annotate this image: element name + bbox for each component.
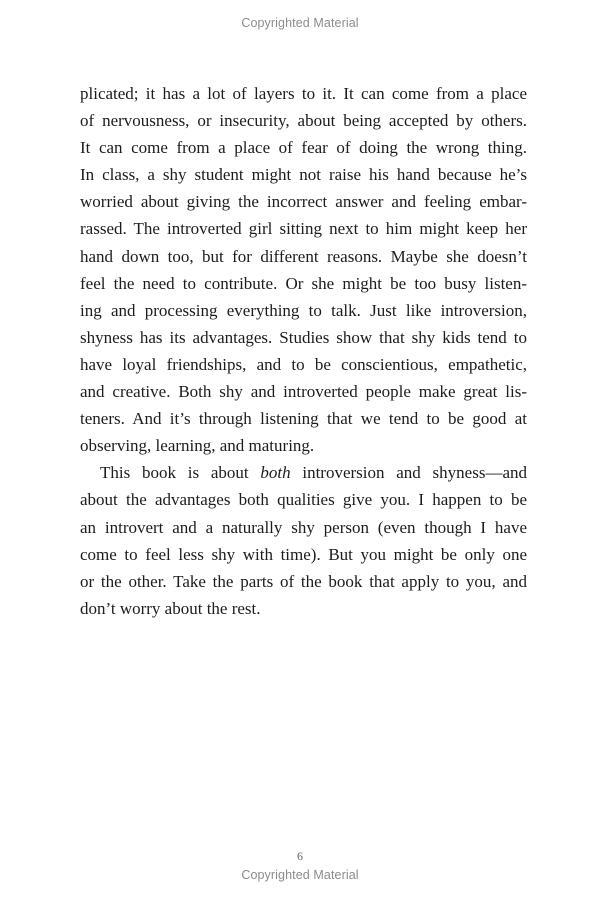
text-line: teners. And it’s through listening that we tend to be good at (80, 409, 527, 429)
text-line: observing, learning, and maturing. (80, 436, 315, 456)
text-line: plicated; it has a lot of layers to it. It can come from a place (80, 84, 527, 103)
copyright-watermark-bottom: Copyrighted Material (241, 868, 359, 882)
text-line: In class, a shy student might not raise his hand because he’s (80, 165, 527, 185)
text-line: It can come from a place of fear of doing the wrong thing. (80, 138, 527, 158)
text-line: an introvert and a naturally shy person (even though I have (80, 517, 527, 537)
copyright-watermark-top: Copyrighted Material (241, 16, 359, 30)
text-line: rassed. The introverted girl sitting next to him might keep her (80, 219, 527, 239)
text-run: introversion and shyness—and (290, 463, 527, 483)
text-line: come to feel less shy with time). But you might be only one (80, 544, 527, 564)
text-line: and creative. Both shy and introverted people make great lis- (80, 382, 527, 402)
text-line: of nervousness, or insecurity, about being accepted by others. (80, 111, 527, 131)
paragraph-2 (80, 459, 527, 622)
text-line: about the advantages both qualities give you. I happen to be (80, 490, 527, 510)
body-text (80, 80, 527, 622)
text-line: or the other. Take the parts of the book that apply to you, and (80, 571, 527, 591)
text-line: worried about giving the incorrect answer and feeling embar- (80, 192, 527, 212)
text-line: feel the need to contribute. Or she might be too busy listen- (80, 273, 527, 293)
paragraph-1 (80, 80, 527, 459)
text-line: have loyal friendships, and to be conscientious, empathetic, (80, 354, 527, 374)
text-line: don’t worry about the rest. (80, 598, 261, 618)
page-number: 6 (297, 849, 303, 863)
emphasis-text: both (260, 463, 291, 483)
text-line: ing and processing everything to talk. Just like introversion, (80, 300, 527, 320)
text-line: shyness has its advantages. Studies show that shy kids tend to (80, 327, 527, 347)
text-run: This book is about (100, 463, 261, 483)
text-line (80, 459, 527, 486)
text-line: hand down too, but for different reasons. Maybe she doesn’t (80, 246, 527, 266)
